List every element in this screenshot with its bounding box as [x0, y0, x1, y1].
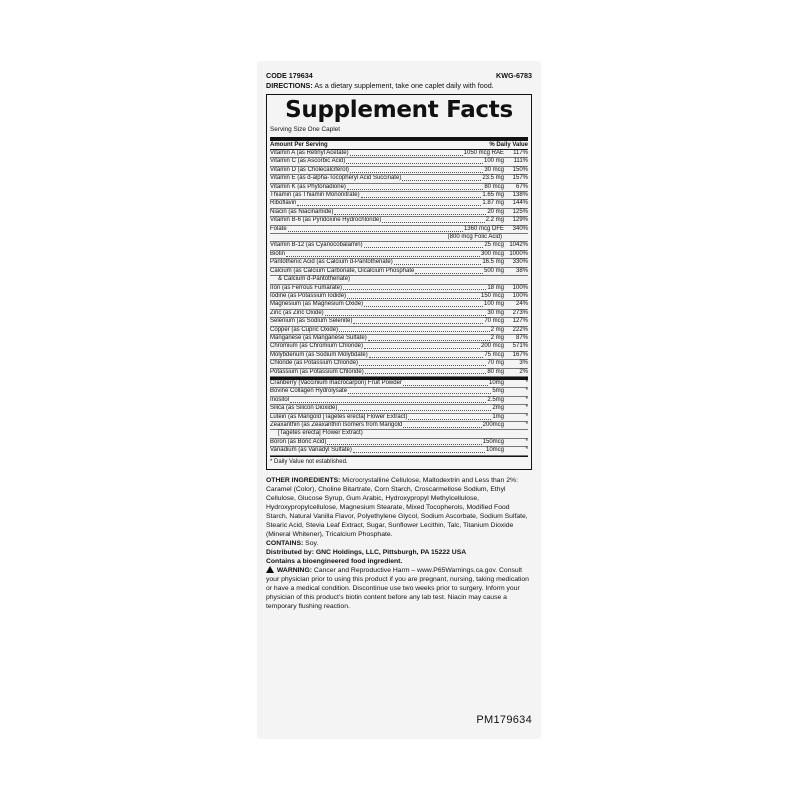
leader-dots — [369, 357, 484, 358]
nutrient-name: Selenium (as Sodium Selenite) — [270, 318, 353, 325]
nutrient-row — [270, 301, 528, 309]
nutrient-name: Vitamin B-12 (as Cyanocobalamin) — [270, 242, 363, 249]
nutrient-row — [270, 167, 528, 175]
nutrient-amount: 1.65 mg — [482, 192, 504, 199]
other-ingredients-text: Microcrystalline Cellulose, Maltodextrin and Less than 2%: Caramel (Color), Choline Bitartrate, Corn Starch, Croscarmellose Sodium, Ethyl Cellulose, Glucose Syrup, Gum Arabic, Hydroxypropyl Methylcellulose, Hydroxypropylcellulose, Magnesium Stearate, Mixed Tocopherols, Modified Food Starch, Natural Vanilla Flavor, Polyethylene Glycol, Sodium Ascorbate, Sodium Sulfate, Stearic Acid, Stevia Leaf Extract, Sugar, Sunflower Lecithin, Talc, Titanium Dioxide (Mineral Whitener), Tricalcium Phosphate. — [266, 476, 528, 538]
leader-dots — [394, 264, 482, 265]
nutrient-amount: 18 mg — [487, 284, 504, 291]
nutrient-row — [270, 405, 528, 413]
nutrient-name: Copper (as Cupric Oxide) — [270, 326, 339, 333]
leader-dots — [347, 189, 483, 190]
nutrient-row — [270, 380, 528, 388]
nutrient-dv: * — [525, 388, 528, 395]
nutrient-amount: 100 mg — [483, 158, 504, 165]
distributed-text: GNC Holdings, LLC, Pittsburgh, PA 15222 USA — [315, 548, 467, 556]
nutrient-row — [270, 175, 528, 183]
nutrient-row — [270, 226, 528, 234]
nutrient-name: Calcium (as Calcium Carbonate, Dicalcium Phosphate — [270, 267, 415, 274]
nutrient-amount: 23.5 mg — [482, 175, 504, 182]
directions-text: As a dietary supplement, take one caplet daily with food. — [314, 81, 494, 90]
nutrient-amount: 70 mg — [487, 360, 504, 367]
nutrient-dv: 67% — [515, 183, 528, 190]
leader-dots — [359, 365, 486, 366]
leader-dots — [350, 172, 483, 173]
leader-dots — [288, 231, 463, 232]
leader-dots — [415, 273, 483, 274]
nutrient-row — [270, 268, 528, 276]
nutrient-dv: * — [525, 379, 528, 386]
nutrient-amount: 25 mcg — [484, 242, 504, 249]
leader-dots — [286, 256, 480, 257]
nutrient-dv: * — [525, 447, 528, 454]
nutrient-dv: 3% — [519, 360, 528, 367]
warning-triangle-icon — [266, 566, 274, 573]
nutrient-amount: 70 mcg — [484, 318, 504, 325]
leader-dots — [297, 205, 481, 206]
leader-dots — [343, 289, 486, 290]
nutrient-dv: * — [525, 413, 528, 420]
leader-dots — [338, 410, 491, 411]
nutrient-row — [270, 422, 528, 430]
nutrient-name: Vitamin E (as d-alpha-Tocopheryl Acid Succinate) — [270, 175, 402, 182]
nutrient-amount: 10mg — [488, 379, 504, 386]
nutrient-dv: 273% — [512, 309, 528, 316]
nutrient-amount: 200mcg — [482, 422, 504, 428]
nutrient-dv: * — [525, 396, 528, 403]
nutrient-amount: 2.2 mg — [485, 217, 504, 224]
nutrient-row — [270, 285, 528, 293]
leader-dots — [382, 222, 484, 223]
nutrient-row — [270, 192, 528, 200]
leader-dots — [408, 419, 491, 420]
nutrient-name: Folate — [270, 225, 287, 232]
nutrient-name: Iodine (as Potassium Iodide) — [270, 292, 347, 299]
nutrient-amount: 2.5mg — [487, 396, 504, 403]
directions — [266, 81, 532, 90]
leader-dots — [290, 402, 486, 403]
nutrient-dv: 157% — [512, 175, 528, 182]
nutrient-dv: 129% — [512, 217, 528, 224]
nutrient-name: Pantothenic Acid (as Calcium d-Pantothenate) — [270, 259, 393, 266]
leader-dots — [402, 180, 481, 181]
nutrient-name: Vanadium (as Vanadyl Sulfate) — [270, 447, 352, 454]
nutrient-name: Chloride (as Potassium Chloride) — [270, 360, 359, 367]
nutrient-name: Vitamin K (as Phytonadione) — [270, 183, 346, 190]
nutrient-row — [270, 369, 528, 377]
nutrient-name: Boron (as Boric Acid) — [270, 438, 327, 445]
nutrient-dv: 571% — [512, 343, 528, 350]
contains-text: Soy. — [305, 539, 319, 547]
nutrient-name: Biotin — [270, 250, 286, 257]
nutrient-dv: 127% — [512, 318, 528, 325]
nutrient-name: Niacin (as Niacinamide) — [270, 208, 334, 215]
contains — [266, 539, 532, 548]
nutrient-amount: 30 mcg — [484, 166, 504, 173]
vitamin-rows — [270, 150, 528, 234]
nutrient-amount: 30 mg — [487, 309, 504, 316]
leader-dots — [361, 197, 482, 198]
nutrient-dv: * — [525, 422, 528, 428]
nutrient-row — [270, 447, 528, 455]
leader-dots — [364, 247, 484, 248]
nutrient-amount: 2mg — [492, 405, 504, 412]
nutrient-dv: 100% — [512, 292, 528, 299]
nutrient-amount: 80 mg — [487, 368, 504, 375]
other-ingredients-label: OTHER INGREDIENTS: — [266, 476, 341, 484]
nutrient-name: Magnesium (as Magnesium Oxide) — [270, 301, 364, 308]
nutrient-row — [270, 310, 528, 318]
calcium-subline: & Calcium d-Pantothenate) — [270, 276, 528, 284]
nutrient-dv: 1042% — [509, 242, 528, 249]
nutrient-dv: 125% — [512, 208, 528, 215]
footnote: * Daily Value not established. — [270, 456, 528, 466]
nutrient-amount: 1mg — [492, 413, 504, 420]
nutrient-dv: 2% — [519, 368, 528, 375]
nutrient-amount: 10mcg — [485, 447, 504, 454]
nutrient-amount: 300 mcg — [480, 250, 504, 257]
directions-label: DIRECTIONS: — [266, 81, 313, 90]
nutrient-amount: 1.87 mg — [482, 200, 504, 207]
leader-dots — [368, 340, 490, 341]
nutrient-amount: 1050 mcg RAE — [463, 150, 504, 156]
serving-size: Serving Size One Caplet — [270, 126, 528, 141]
nutrient-dv: 222% — [512, 326, 528, 333]
nutrient-dv: 100% — [512, 284, 528, 291]
nutrient-row — [270, 200, 528, 208]
nutrient-dv: 87% — [515, 334, 528, 341]
nutrient-row — [270, 209, 528, 217]
nutrient-dv: 24% — [515, 301, 528, 308]
nutrient-amount: 16.5 mg — [482, 259, 504, 266]
leader-dots — [350, 155, 463, 156]
nutrient-name: Molybdenum (as Sodium Molybdate) — [270, 351, 368, 358]
leader-dots — [339, 331, 490, 332]
nutrient-dv: 150% — [512, 166, 528, 173]
supplement-facts-box — [266, 94, 532, 470]
nutrient-row — [270, 251, 528, 259]
nutrient-row — [270, 150, 528, 158]
nutrient-dv: 38% — [515, 267, 528, 274]
warning-label: WARNING: — [276, 566, 313, 574]
nutrient-row — [270, 327, 528, 335]
other-rows-b — [270, 439, 528, 456]
leader-dots — [346, 163, 483, 164]
leader-dots — [348, 393, 491, 394]
nutrient-row — [270, 343, 528, 351]
nutrient-name: Zinc (as Zinc Oxide) — [270, 309, 324, 316]
warning-text: Cancer and Reproductive Harm – www.P65Warnings.ca.gov. Consult your physician prior to using this product if you are pregnant, nursing, taking medication or have a medical condition. Discontinue use two weeks prior to surgery. Inform your physician of this product’s biotin content before any lab test. Niacin may cause a temporary flushing reaction. — [266, 566, 529, 610]
nutrient-amount: 2 mg — [490, 334, 504, 341]
nutrient-dv: * — [525, 405, 528, 412]
nutrient-name: Vitamin A (as Retinyl Acetate) — [270, 150, 349, 156]
label-panel — [258, 62, 540, 738]
facts-title: Supplement Facts — [285, 97, 513, 123]
nutrient-amount: 150mcg — [482, 438, 504, 445]
leader-dots — [334, 214, 486, 215]
nutrient-amount: 80 mcg — [484, 183, 504, 190]
other-rows-a — [270, 380, 528, 430]
distributed-label: Distributed by: — [266, 548, 314, 556]
nutrient-dv: * — [525, 438, 528, 445]
leader-dots — [325, 315, 487, 316]
leader-dots — [364, 348, 480, 349]
bioengineered-note — [266, 557, 532, 566]
label-content — [266, 71, 532, 611]
nutrient-row — [270, 388, 528, 396]
mineral-rows-b — [270, 285, 528, 380]
nutrient-dv: 167% — [512, 351, 528, 358]
nutrient-row — [270, 184, 528, 192]
nutrient-row — [270, 360, 528, 368]
leader-dots — [403, 427, 481, 428]
nutrient-row — [270, 259, 528, 267]
nutrient-amount: 5mg — [492, 388, 504, 395]
distributed-by — [266, 548, 532, 557]
amount-header: Amount Per Serving — [270, 142, 328, 148]
nutrient-row — [270, 158, 528, 166]
leader-dots — [353, 452, 485, 453]
leader-dots — [364, 306, 483, 307]
leader-dots — [327, 444, 481, 445]
nutrient-name: Vitamin D (as Cholecalciferol) — [270, 166, 349, 173]
nutrient-name: Riboflavin — [270, 200, 297, 207]
nutrient-amount: 1360 mcg DFE — [463, 225, 504, 232]
nutrient-name: Chromium (as Chromium Chloride) — [270, 343, 364, 350]
leader-dots — [403, 385, 488, 386]
nutrient-amount: 100 mg — [483, 301, 504, 308]
nutrient-row — [270, 293, 528, 301]
nutrient-name: Bovine Collagen Hydrolysate — [270, 388, 348, 395]
nutrient-amount: 500 mg — [483, 267, 504, 274]
nutrient-amount: 20 mg — [487, 208, 504, 215]
warning — [266, 566, 532, 611]
nutrient-row — [270, 397, 528, 405]
nutrient-name: Lutein (as Marigold [Tagetes erecta] Flower Extract) — [270, 413, 408, 420]
nutrient-amount: 2 mg — [490, 326, 504, 333]
nutrient-row — [270, 352, 528, 360]
product-code: CODE 179634 — [266, 71, 313, 80]
nutrient-amount: 200 mcg — [480, 343, 504, 350]
nutrient-name: Cranberry (Vaccinium macrocarpon) Fruit Powder — [270, 379, 402, 386]
nutrient-row — [270, 242, 528, 250]
nutrient-row — [270, 217, 528, 225]
nutrient-row — [270, 318, 528, 326]
nutrient-name: Inositol — [270, 396, 290, 403]
leader-dots — [353, 323, 483, 324]
nutrient-dv: 340% — [512, 225, 528, 232]
nutrient-row — [270, 335, 528, 343]
zeaxanthin-subline: [Tagetes erecta] Flower Extract) — [270, 430, 528, 438]
nutrient-name: Iron (as Ferrous Fumarate) — [270, 284, 343, 291]
nutrient-dv: 111% — [513, 158, 528, 165]
nutrient-dv: 138% — [512, 192, 528, 199]
contains-label: CONTAINS: — [266, 539, 304, 547]
nutrient-row — [270, 439, 528, 447]
nutrient-amount: 150 mcg — [480, 292, 504, 299]
bioengineered-text: Contains a bioengineered food ingredient. — [266, 557, 403, 565]
nutrient-name: Thiamin (as Thiamin Mononitrate) — [270, 192, 360, 199]
mineral-rows-a — [270, 242, 528, 276]
nutrient-name: Manganese (as Manganese Sulfate) — [270, 334, 367, 341]
nutrient-dv: 330% — [512, 259, 528, 266]
nutrient-name: Silica (as Silicon Dioxide) — [270, 405, 338, 412]
folate-subline: (800 mcg Folic Acid) — [270, 234, 528, 242]
nutrient-name: Vitamin C (as Ascorbic Acid) — [270, 158, 346, 165]
nutrient-dv: 117% — [513, 150, 528, 156]
batch-code: KWG-6783 — [496, 71, 532, 80]
nutrient-name: Vitamin B-6 (as Pyridoxine Hydrochloride) — [270, 217, 382, 224]
nutrient-row — [270, 414, 528, 422]
leader-dots — [347, 298, 480, 299]
nutrient-dv: 144% — [512, 200, 528, 207]
nutrient-name: Potassium (as Potassium Chloride) — [270, 368, 364, 375]
other-ingredients — [266, 476, 532, 539]
code-row — [266, 71, 532, 80]
dv-header: % Daily Value — [489, 142, 528, 148]
nutrient-amount: 75 mcg — [484, 351, 504, 358]
column-header — [270, 141, 528, 150]
nutrient-name: Zeaxanthin (as Zeaxanthin Isomers from Marigold — [270, 422, 403, 428]
leader-dots — [365, 373, 487, 374]
nutrient-dv: 1000% — [509, 250, 528, 257]
footer-code: PM179634 — [476, 714, 532, 726]
